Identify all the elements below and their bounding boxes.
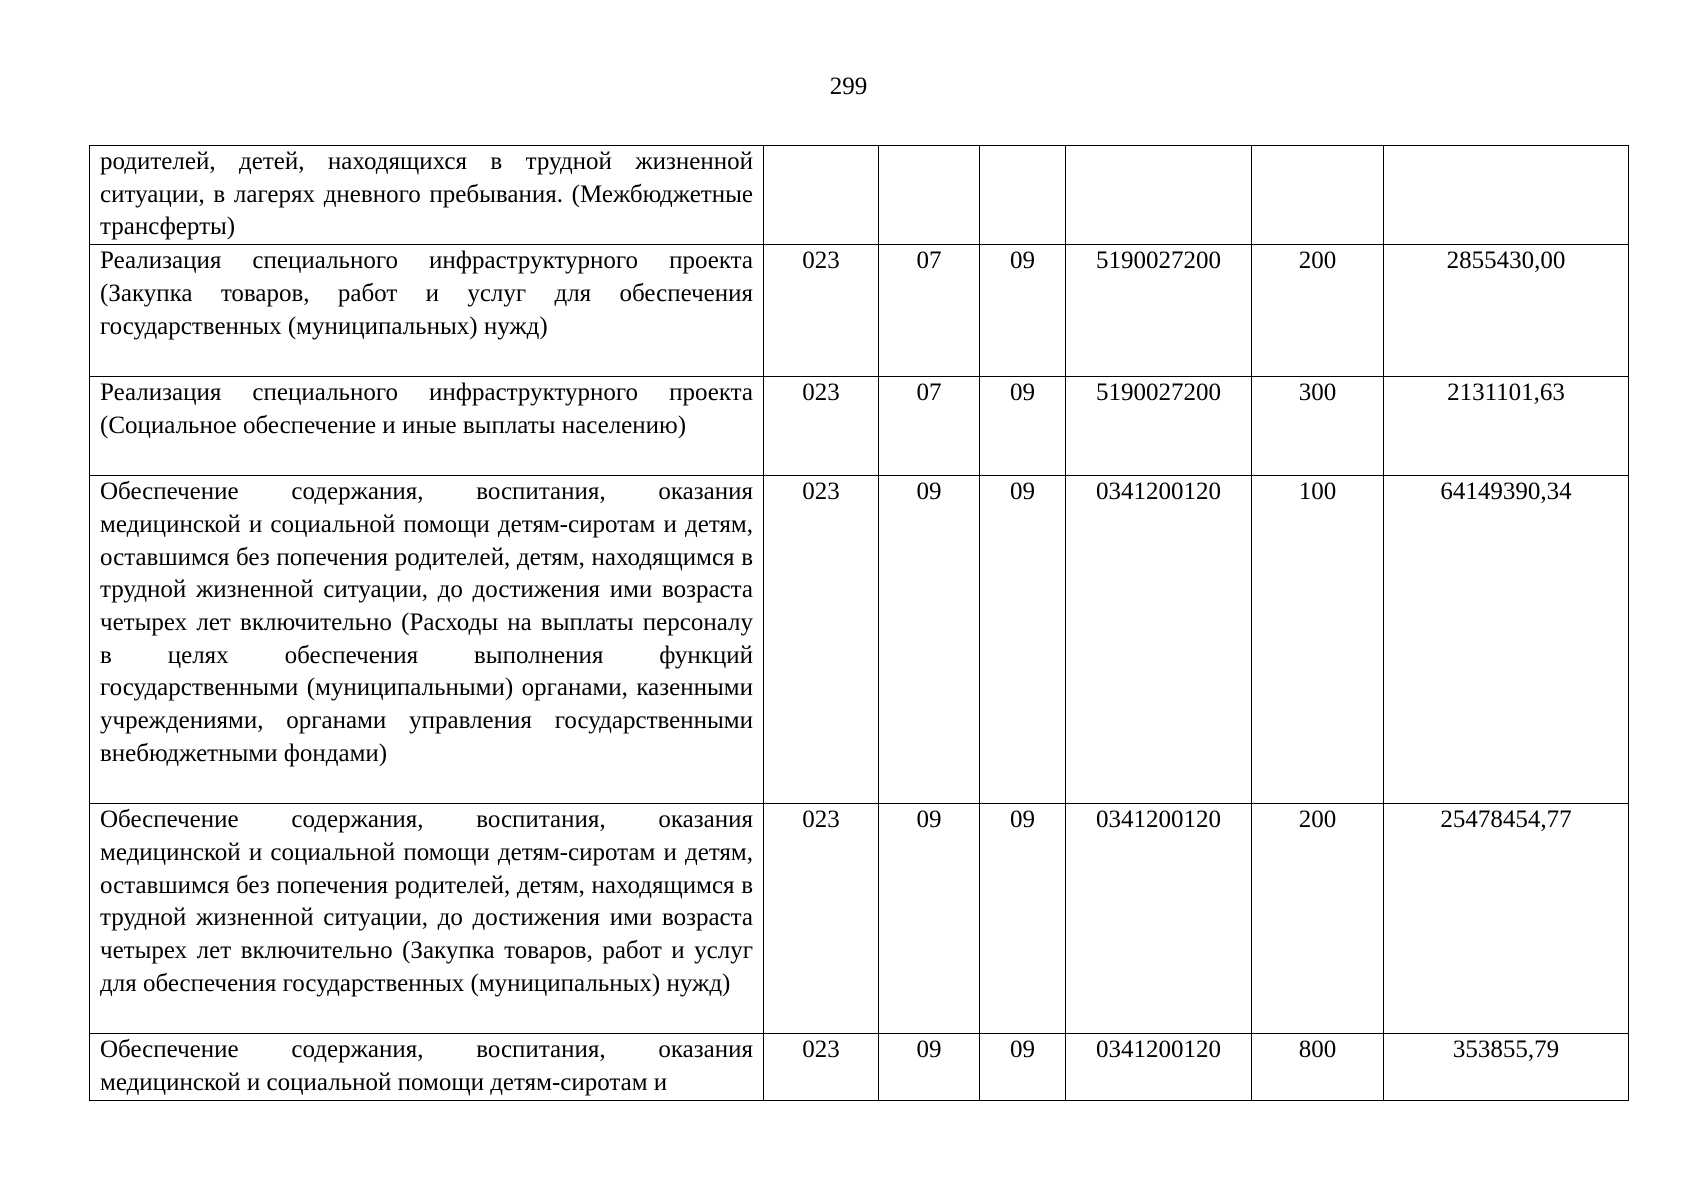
row-target-item-code: 5190027200 [1066,377,1252,476]
row-target-item-code: 0341200120 [1066,476,1252,804]
row-subsection-code: 09 [980,377,1066,476]
row-target-item-code: 0341200120 [1066,804,1252,1034]
row-expense-type-code: 300 [1252,377,1384,476]
row-target-item-code [1066,146,1252,245]
row-grbs-code: 023 [764,476,879,804]
row-subsection-code: 09 [980,804,1066,1034]
row-section-code: 09 [879,1034,980,1100]
row-section-code: 09 [879,476,980,804]
row-grbs-code: 023 [764,1034,879,1100]
row-section-code: 07 [879,377,980,476]
row-expense-type-code: 200 [1252,804,1384,1034]
row-amount: 25478454,77 [1384,804,1629,1034]
row-description: Реализация специального инфраструктурного проекта (Закупка товаров, работ и услуг для обеспечения государственных (муниципальных) нужд) [90,245,764,377]
row-section-code: 09 [879,804,980,1034]
row-expense-type-code [1252,146,1384,245]
row-grbs-code: 023 [764,245,879,377]
row-expense-type-code: 200 [1252,245,1384,377]
row-section-code [879,146,980,245]
row-target-item-code: 5190027200 [1066,245,1252,377]
table-row [90,804,1629,1034]
row-description: Обеспечение содержания, воспитания, оказания медицинской и социальной помощи детям-сиротам и детям, оставшимся без попечения родителей, детям, находящимся в трудной жизненной ситуации, до достижения ими возраста четырех лет включительно (Расходы на выплаты персоналу в целях обеспечения выполнения функций государственными (муниципальными) органами, казенными учреждениями, органами управления государственными внебюджетными фондами) [90,476,764,804]
table-row [90,245,1629,377]
row-description: Реализация специального инфраструктурного проекта (Социальное обеспечение и иные выплаты населению) [90,377,764,476]
row-expense-type-code: 800 [1252,1034,1384,1100]
row-grbs-code: 023 [764,804,879,1034]
row-amount: 64149390,34 [1384,476,1629,804]
table-row [90,146,1629,245]
row-expense-type-code: 100 [1252,476,1384,804]
row-grbs-code: 023 [764,377,879,476]
row-subsection-code: 09 [980,245,1066,377]
table-row [90,377,1629,476]
row-section-code: 07 [879,245,980,377]
row-amount: 2855430,00 [1384,245,1629,377]
row-amount: 353855,79 [1384,1034,1629,1100]
row-amount [1384,146,1629,245]
budget-table [89,145,1629,1101]
row-description: Обеспечение содержания, воспитания, оказания медицинской и социальной помощи детям-сиротам и [90,1034,764,1100]
row-description: Обеспечение содержания, воспитания, оказания медицинской и социальной помощи детям-сиротам и детям, оставшимся без попечения родителей, детям, находящимся в трудной жизненной ситуации, до достижения ими возраста четырех лет включительно (Закупка товаров, работ и услуг для обеспечения государственных (муниципальных) нужд) [90,804,764,1034]
table-row [90,476,1629,804]
row-amount: 2131101,63 [1384,377,1629,476]
page-number: 299 [829,73,868,100]
row-description: родителей, детей, находящихся в трудной жизненной ситуации, в лагерях дневного пребывания. (Межбюджетные трансферты) [90,146,764,245]
row-subsection-code: 09 [980,1034,1066,1100]
table-row [90,1034,1629,1100]
row-subsection-code: 09 [980,476,1066,804]
row-target-item-code: 0341200120 [1066,1034,1252,1100]
row-grbs-code [764,146,879,245]
row-subsection-code [980,146,1066,245]
